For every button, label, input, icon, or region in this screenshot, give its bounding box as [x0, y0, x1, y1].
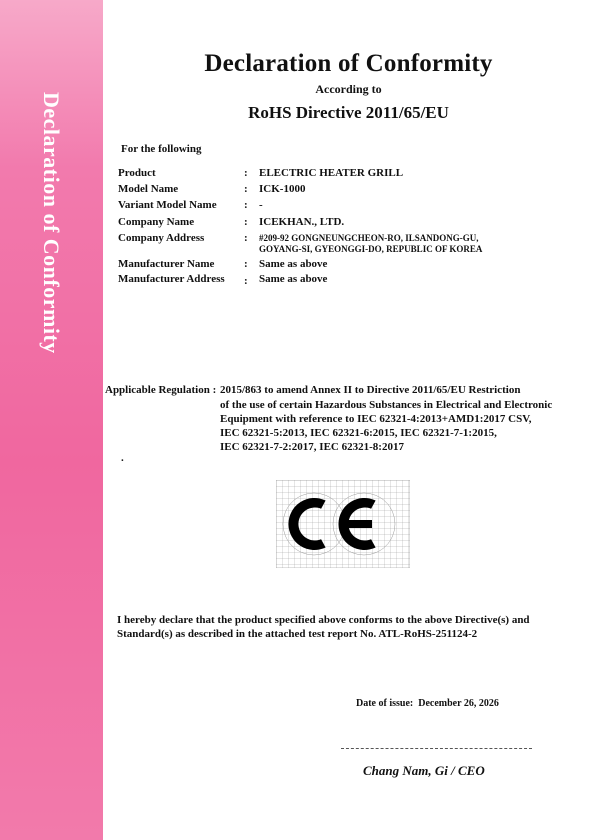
info-value: ELECTRIC HEATER GRILL	[259, 167, 404, 179]
date-label: Date of issue:	[356, 698, 414, 709]
regulation-line: IEC 62321-7-2:2017, IEC 62321-8:2017	[220, 441, 404, 453]
document-subtitle: According to	[315, 82, 382, 96]
info-label: Company Address	[118, 232, 205, 244]
intro-text: For the following	[121, 143, 202, 155]
info-label: Manufacturer Name	[118, 258, 215, 270]
info-value: -	[259, 199, 263, 211]
declaration-line: I hereby declare that the product specified above conforms to the above Directive(s) and	[117, 614, 530, 626]
info-colon: :	[244, 275, 248, 287]
signature-line	[341, 748, 532, 749]
date-value: December 26, 2026	[418, 698, 499, 709]
info-label: Variant Model Name	[118, 199, 217, 211]
address-line-2: GOYANG-SI, GYEONGGI-DO, REPUBLIC OF KOREA	[259, 244, 483, 254]
regulation-line: 2015/863 to amend Annex II to Directive 2011/65/EU Restriction	[220, 384, 521, 396]
declaration-line: Standard(s) as described in the attached test report No. ATL-RoHS-251124-2	[117, 628, 478, 640]
info-value: ICEKHAN., LTD.	[259, 216, 345, 228]
info-value: Same as above	[259, 273, 328, 285]
info-label: Company Name	[118, 216, 195, 228]
regulation-line: Equipment with reference to IEC 62321-4:2013+AMD1:2017 CSV,	[220, 413, 532, 425]
info-label: Model Name	[118, 183, 179, 195]
info-colon: :	[244, 216, 248, 228]
regulation-line: of the use of certain Hazardous Substances in Electrical and Electronic	[220, 399, 553, 411]
info-label: Product	[118, 167, 156, 179]
info-colon: :	[244, 183, 248, 195]
info-value: ICK-1000	[259, 183, 306, 195]
info-value: Same as above	[259, 258, 328, 270]
sidebar-band	[0, 0, 103, 840]
trailing-dot: .	[121, 452, 124, 464]
signature-name: Chang Nam, Gi / CEO	[363, 763, 485, 778]
info-label: Manufacturer Address	[118, 273, 225, 285]
info-colon: :	[244, 258, 248, 270]
document-title: Declaration of Conformity	[204, 50, 493, 77]
address-line-1: #209-92 GONGNEUNGCHEON-RO, ILSANDONG-GU,	[259, 233, 479, 243]
date-of-issue	[356, 698, 499, 709]
sidebar-title: Declaration of Conformity	[39, 92, 64, 354]
regulation-label: Applicable Regulation :	[105, 384, 217, 396]
regulation-line: IEC 62321-5:2013, IEC 62321-6:2015, IEC 62321-7-1:2015,	[220, 427, 497, 439]
info-colon: :	[244, 167, 248, 179]
info-colon: :	[244, 199, 248, 211]
ce-mark-icon	[276, 480, 410, 568]
directive-heading: RoHS Directive 2011/65/EU	[248, 103, 449, 122]
info-colon: :	[244, 232, 248, 244]
